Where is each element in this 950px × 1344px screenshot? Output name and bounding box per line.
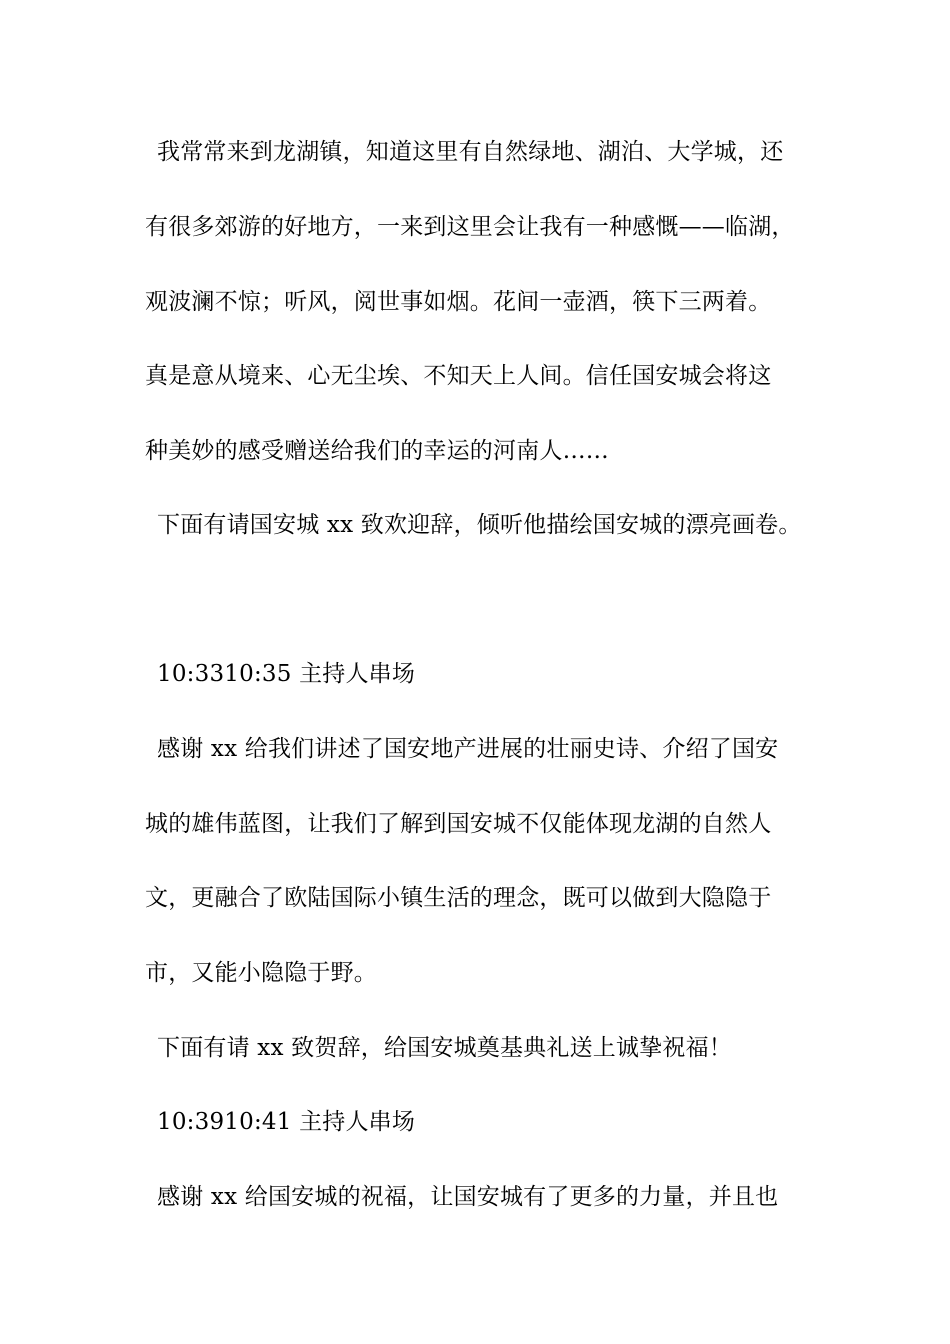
paragraph-line-3: 观波澜不惊；听风，阅世事如烟。花间一壶酒，筷下三两着。: [145, 289, 772, 315]
paragraph-line-12: 感谢 xx 给国安城的祝福，让国安城有了更多的力量，并且也: [157, 1184, 779, 1210]
paragraph-line-9: 文，更融合了欧陆国际小镇生活的理念，既可以做到大隐隐于: [145, 885, 772, 911]
paragraph-line-1: 我常常来到龙湖镇，知道这里有自然绿地、湖泊、大学城，还: [157, 139, 784, 165]
paragraph-line-11: 下面有请 xx 致贺辞，给国安城奠基典礼送上诚挚祝福！: [157, 1035, 732, 1061]
paragraph-line-6: 下面有请国安城 xx 致欢迎辞，倾听他描绘国安城的漂亮画卷。: [157, 512, 802, 538]
paragraph-line-10: 市，又能小隐隐于野。: [145, 960, 377, 986]
schedule-heading-2: 10:3910:41 主持人串场: [157, 1109, 416, 1135]
schedule-heading-1: 10:3310:35 主持人串场: [157, 661, 416, 687]
paragraph-line-8: 城的雄伟蓝图，让我们了解到国安城不仅能体现龙湖的自然人: [145, 811, 772, 837]
paragraph-line-4: 真是意从境来、心无尘埃、不知天上人间。信任国安城会将这: [145, 363, 772, 389]
paragraph-line-2: 有很多郊游的好地方，一来到这里会让我有一种感慨——临湖，: [145, 214, 795, 240]
paragraph-line-5: 种美妙的感受赠送给我们的幸运的河南人……: [145, 438, 609, 464]
paragraph-line-7: 感谢 xx 给我们讲述了国安地产进展的壮丽史诗、介绍了国安: [157, 736, 779, 762]
